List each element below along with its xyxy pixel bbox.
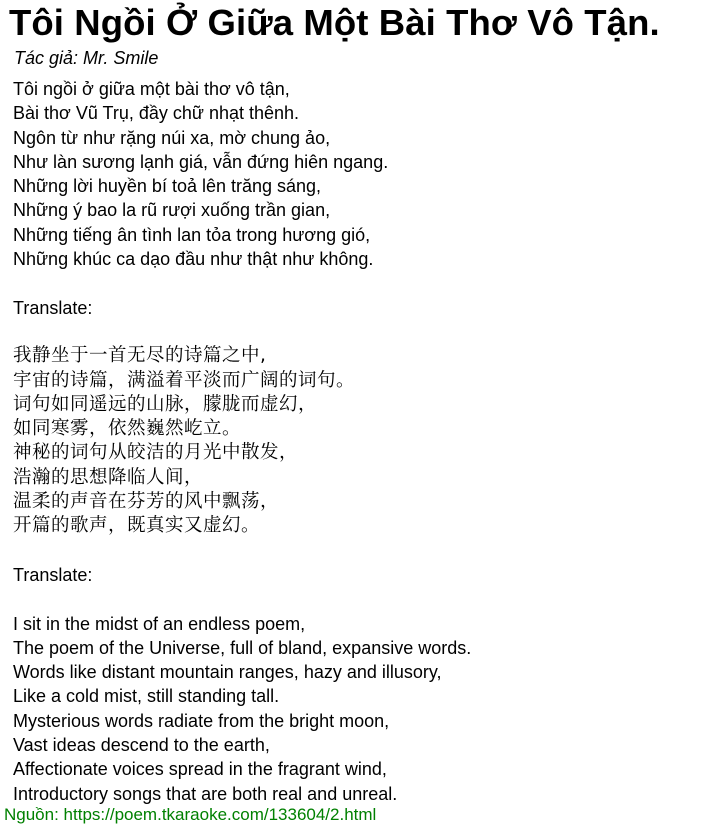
poem-line: 浩瀚的思想降临人间， bbox=[13, 466, 204, 488]
poem-line: Words like distant mountain ranges, hazy and illusory, bbox=[13, 662, 442, 683]
poem-line: 词句如同遥远的山脉，朦胧而虚幻， bbox=[13, 393, 318, 415]
poem-line: Những lời huyền bí toả lên trăng sáng, bbox=[13, 176, 322, 197]
poem-line: Bài thơ Vũ Trụ, đầy chữ nhạt thênh. bbox=[13, 103, 300, 124]
poem-line: 神秘的词句从皎洁的月光中散发， bbox=[13, 442, 299, 464]
poem-title: Tôi Ngồi Ở Giữa Một Bài Thơ Vô Tận. bbox=[9, 2, 660, 43]
poem-line: Affectionate voices spread in the fragrant wind, bbox=[13, 759, 387, 780]
poem-line: 我静坐于一首无尽的诗篇之中, bbox=[13, 345, 267, 367]
poem-line: The poem of the Universe, full of bland, expansive words. bbox=[13, 637, 472, 658]
poem-line: Mysterious words radiate from the bright moon, bbox=[13, 710, 390, 731]
source-url[interactable]: Nguồn: https://poem.tkaraoke.com/133604/2.html bbox=[4, 805, 377, 824]
poem-line: Introductory songs that are both real and unreal. bbox=[13, 783, 398, 804]
poem-line: Tôi ngồi ở giữa một bài thơ vô tận, bbox=[13, 79, 290, 99]
poem-line: 宇宙的诗篇，满溢着平淡而广阔的词句。 bbox=[13, 369, 356, 391]
poem-author: Tác giả: Mr. Smile bbox=[14, 48, 159, 68]
blank-line bbox=[13, 587, 713, 611]
poem-line: Vast ideas descend to the earth, bbox=[13, 735, 270, 756]
poem-english bbox=[13, 612, 713, 806]
blank-line bbox=[13, 271, 713, 295]
translate-label: Translate: bbox=[13, 297, 93, 318]
poem-line: 如同寒雾，依然巍然屹立。 bbox=[13, 418, 242, 440]
poem-line: I sit in the midst of an endless poem, bbox=[13, 613, 306, 634]
blank-line bbox=[13, 320, 713, 344]
poem-line: Like a cold mist, still standing tall. bbox=[13, 686, 280, 707]
source-link[interactable] bbox=[4, 805, 376, 825]
poem-body bbox=[13, 77, 713, 806]
poem-line: Những tiếng ân tình lan tỏa trong hương gió, bbox=[13, 224, 371, 245]
poem-line: 开篇的歌声，既真实又虚幻。 bbox=[13, 515, 261, 537]
poem-line: Như làn sương lạnh giá, vẫn đứng hiên ngang. bbox=[13, 151, 389, 172]
poem-chinese bbox=[13, 344, 713, 538]
poem-line: 温柔的声音在芬芳的风中飘荡， bbox=[13, 491, 280, 513]
blank-line bbox=[13, 539, 713, 563]
poem-line: Những khúc ca dạo đầu như thật như không. bbox=[13, 249, 374, 270]
poem-line: Ngôn từ như rặng núi xa, mờ chung ảo, bbox=[13, 127, 331, 148]
poem-line: Những ý bao la rũ rượi xuống trần gian, bbox=[13, 200, 331, 221]
poem-vietnamese bbox=[13, 77, 713, 271]
translate-label: Translate: bbox=[13, 564, 93, 585]
